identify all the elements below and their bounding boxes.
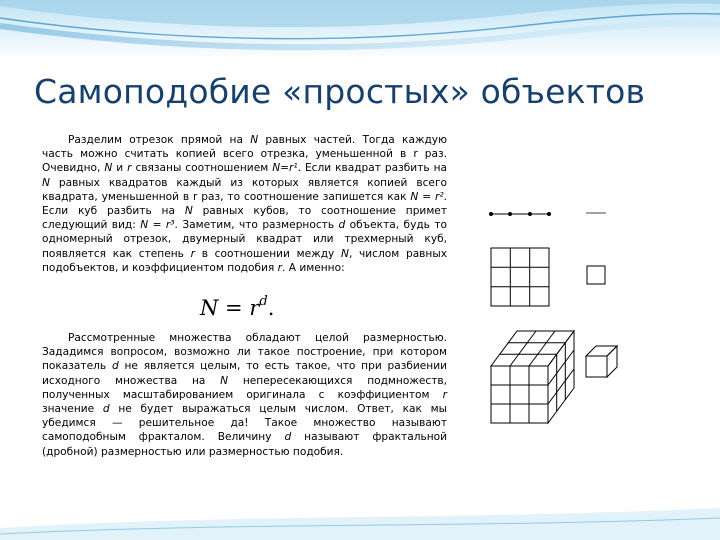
italic-term: N = r³ — [140, 219, 175, 232]
text-run: Разделим отрезок прямой на — [68, 134, 251, 146]
text-run: связаны соотношением — [131, 162, 273, 175]
text-run: равных частей. Тогда каждую часть можно считать копией всего отрезка, уменьшенной в r раз. Очевидно, — [42, 134, 447, 175]
slide-title: Самоподобие «простых» объектов — [34, 72, 646, 111]
paragraph-fractal-dimension — [42, 331, 447, 459]
italic-term: d — [102, 403, 110, 416]
text-run: , числом равных подобъектов, и коэффициентом подобия — [42, 247, 447, 274]
text-run: . Если квадрат разбить на — [297, 162, 448, 175]
text-run: и — [112, 162, 128, 175]
text-run: Рассмотренные множества обладают целой размерностью. Зададимся вопросом, возможно ли такое построение, при котором показатель — [42, 332, 447, 373]
text-run: . Заметим, что размерность — [174, 219, 339, 232]
italic-term: N=r¹ — [272, 162, 298, 175]
text-run: не является целым, то есть такое, что при разбиении исходного множества на — [42, 360, 447, 387]
text-run: непересекающихся подмножеств, полученных масштабированием оригинала с коэффициентом — [42, 374, 447, 401]
text-run: равных кубов, то соотношение примет следующий вид: — [42, 205, 447, 232]
italic-term: d — [338, 219, 346, 232]
paragraph-self-similarity — [42, 133, 447, 275]
italic-term: d — [284, 431, 292, 444]
text-run: не будет выражаться целым числом. Ответ, как мы убедимся — решительное да! Такое множество называют самоподобным фракталом. Величину — [42, 403, 448, 444]
text-run: . А именно: — [282, 261, 345, 274]
text-run: значение — [42, 403, 103, 416]
italic-term: r — [127, 162, 132, 175]
italic-term: N — [104, 162, 113, 175]
italic-term: r — [190, 247, 195, 260]
formula-n-equals-r-power-d: $N = r^d$. — [200, 294, 275, 320]
italic-term: N — [341, 247, 349, 260]
text-run: называют фрактальной (дробной) размерностью или размерностью подобия. — [42, 431, 447, 458]
self-similarity-figure — [478, 196, 618, 486]
text-run: равных квадратов каждый из которых является копией всего квадрата, уменьшенной в r раз, то соотношение запишется как — [42, 176, 447, 203]
italic-term: r — [442, 388, 447, 401]
text-run: объекта, будь то одномерный отрезок, двумерный квадрат или трехмерный куб, появляется как степень — [42, 219, 448, 260]
italic-term: d — [111, 360, 119, 373]
italic-term: N — [220, 374, 229, 387]
text-run: в соотношении между — [194, 247, 342, 260]
italic-term: N — [184, 205, 193, 218]
italic-term: r — [277, 261, 283, 274]
italic-term: N — [42, 176, 50, 189]
italic-term: N — [250, 134, 259, 146]
italic-term: N = r² — [410, 190, 444, 203]
text-run: . Если куб разбить на — [42, 190, 447, 218]
